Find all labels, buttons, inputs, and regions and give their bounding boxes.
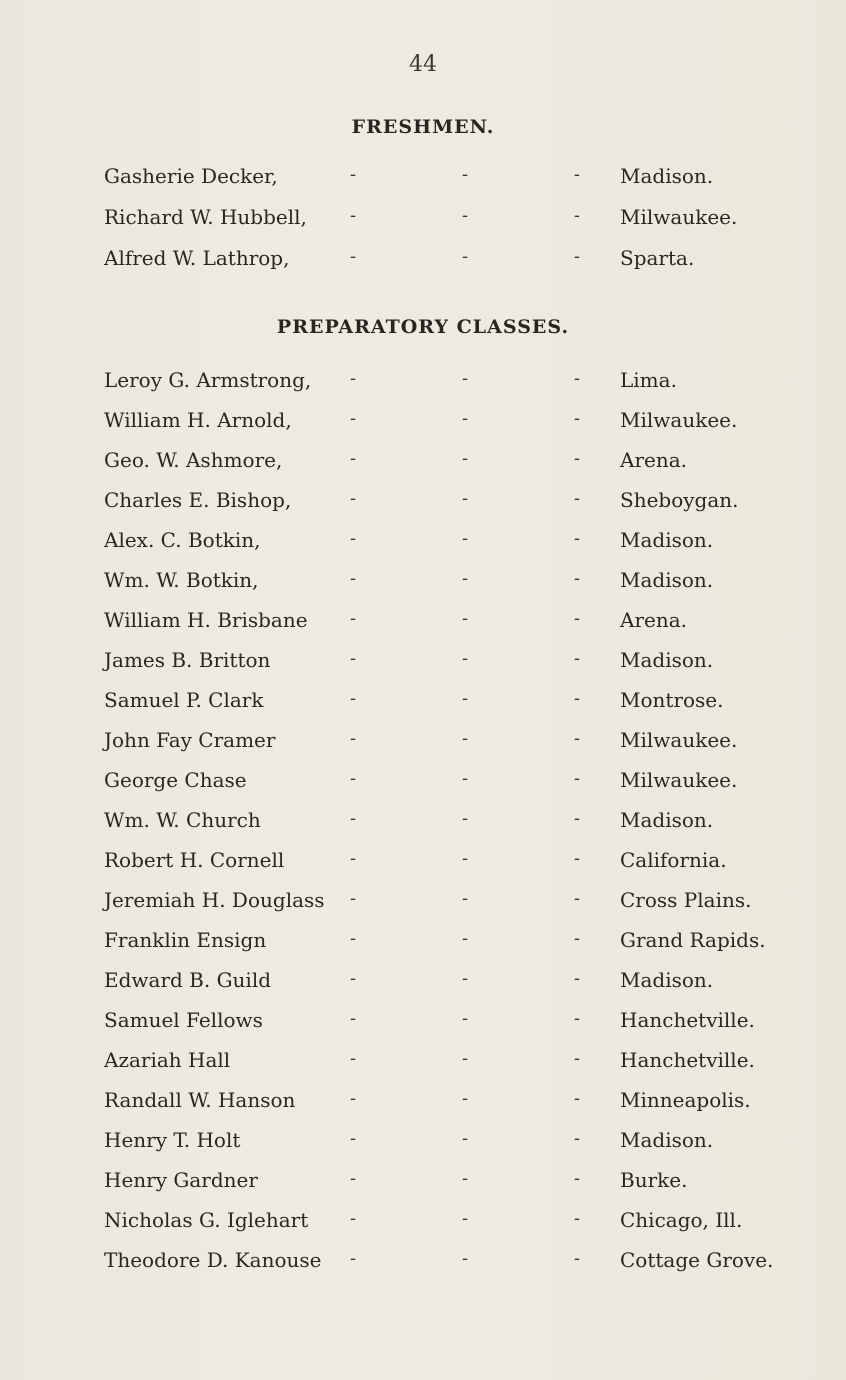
student-name: Alfred W. Lathrop, — [104, 246, 290, 270]
dash-leader — [350, 688, 580, 709]
dash: - — [573, 164, 580, 185]
dash: - — [461, 608, 469, 629]
student-name: George Chase — [104, 768, 247, 792]
dash: - — [350, 1128, 357, 1149]
dash: - — [350, 1248, 357, 1269]
dash: - — [573, 688, 580, 709]
dash: - — [461, 488, 469, 509]
student-name: John Fay Cramer — [104, 728, 276, 752]
dash: - — [461, 205, 469, 226]
student-residence: Milwaukee. — [620, 728, 738, 752]
student-name: Franklin Ensign — [104, 928, 267, 952]
list-item — [0, 368, 846, 408]
list-item — [0, 1128, 846, 1168]
dash: - — [573, 888, 580, 909]
student-residence: Hanchetville. — [620, 1008, 755, 1032]
dash: - — [461, 648, 469, 669]
dash: - — [461, 928, 469, 949]
dash: - — [461, 164, 469, 185]
student-residence: Milwaukee. — [620, 768, 738, 792]
dash-leader — [350, 768, 580, 789]
dash: - — [573, 728, 580, 749]
list-item — [0, 1208, 846, 1248]
student-name: Geo. W. Ashmore, — [104, 448, 283, 472]
dash: - — [350, 728, 357, 749]
dash: - — [573, 528, 580, 549]
dash-leader — [350, 1128, 580, 1149]
dash-leader — [350, 728, 580, 749]
list-item — [0, 1088, 846, 1128]
student-residence: Sheboygan. — [620, 488, 739, 512]
student-residence: Chicago, Ill. — [620, 1208, 743, 1232]
dash-leader — [350, 488, 580, 509]
student-name: Jeremiah H. Douglass — [104, 888, 325, 912]
list-item — [0, 688, 846, 728]
list-item — [0, 608, 846, 648]
list-item — [0, 246, 846, 286]
dash-leader — [350, 1048, 580, 1069]
dash: - — [350, 488, 357, 509]
dash: - — [350, 888, 357, 909]
list-item — [0, 768, 846, 808]
dash-leader — [350, 608, 580, 629]
dash: - — [350, 848, 357, 869]
dash: - — [350, 1008, 357, 1029]
freshmen-heading: FRESHMEN. — [351, 116, 495, 138]
list-item — [0, 1008, 846, 1048]
dash-leader — [350, 408, 580, 429]
dash-leader — [350, 164, 580, 185]
dash: - — [573, 968, 580, 989]
dash: - — [573, 1248, 580, 1269]
list-item — [0, 164, 846, 204]
student-residence: Cross Plains. — [620, 888, 752, 912]
dash: - — [461, 1168, 469, 1189]
dash-leader — [350, 968, 580, 989]
student-residence: Arena. — [620, 448, 688, 472]
dash: - — [461, 1208, 469, 1229]
student-residence: Madison. — [620, 568, 714, 592]
dash: - — [573, 1048, 580, 1069]
dash: - — [461, 568, 469, 589]
student-name: James B. Britton — [104, 648, 271, 672]
list-item — [0, 1248, 846, 1288]
dash: - — [573, 408, 580, 429]
dash-leader — [350, 1208, 580, 1229]
student-residence: Madison. — [620, 1128, 714, 1152]
list-item — [0, 968, 846, 1008]
dash: - — [573, 928, 580, 949]
dash: - — [461, 688, 469, 709]
student-name: Nicholas G. Iglehart — [104, 1208, 309, 1232]
student-name: Henry T. Holt — [104, 1128, 241, 1152]
dash: - — [350, 528, 357, 549]
dash: - — [350, 164, 357, 185]
list-item — [0, 808, 846, 848]
dash: - — [350, 1208, 357, 1229]
student-residence: Milwaukee. — [620, 205, 738, 229]
student-residence: Milwaukee. — [620, 408, 738, 432]
student-residence: California. — [620, 848, 727, 872]
dash: - — [573, 1088, 580, 1109]
student-name: Randall W. Hanson — [104, 1088, 296, 1112]
list-item — [0, 928, 846, 968]
student-residence: Madison. — [620, 968, 714, 992]
dash: - — [573, 448, 580, 469]
dash: - — [461, 1008, 469, 1029]
student-residence: Madison. — [620, 648, 714, 672]
dash-leader — [350, 205, 580, 226]
dash: - — [461, 1088, 469, 1109]
student-residence: Grand Rapids. — [620, 928, 766, 952]
list-item — [0, 1048, 846, 1088]
list-item — [0, 848, 846, 888]
dash: - — [350, 648, 357, 669]
dash: - — [573, 1008, 580, 1029]
page-number: 44 — [409, 52, 437, 77]
student-residence: Hanchetville. — [620, 1048, 755, 1072]
dash: - — [350, 688, 357, 709]
dash: - — [461, 888, 469, 909]
preparatory-heading: PREPARATORY CLASSES. — [276, 316, 570, 338]
dash: - — [461, 848, 469, 869]
dash: - — [461, 1128, 469, 1149]
dash: - — [461, 968, 469, 989]
student-residence: Sparta. — [620, 246, 695, 270]
dash: - — [573, 205, 580, 226]
student-name: Azariah Hall — [104, 1048, 231, 1072]
dash: - — [573, 246, 580, 267]
dash: - — [461, 1048, 469, 1069]
dash-leader — [350, 568, 580, 589]
student-residence: Cottage Grove. — [620, 1248, 774, 1272]
list-item — [0, 408, 846, 448]
list-item — [0, 205, 846, 245]
dash: - — [573, 1128, 580, 1149]
student-residence: Madison. — [620, 164, 714, 188]
list-item — [0, 888, 846, 928]
dash-leader — [350, 448, 580, 469]
dash: - — [350, 1088, 357, 1109]
dash: - — [573, 768, 580, 789]
dash: - — [573, 488, 580, 509]
dash: - — [573, 848, 580, 869]
student-residence: Lima. — [620, 368, 677, 392]
list-item — [0, 448, 846, 488]
student-name: Samuel Fellows — [104, 1008, 263, 1032]
dash: - — [573, 368, 580, 389]
student-residence: Madison. — [620, 808, 714, 832]
dash: - — [461, 528, 469, 549]
student-residence: Burke. — [620, 1168, 688, 1192]
dash: - — [461, 246, 469, 267]
dash-leader — [350, 928, 580, 949]
list-item — [0, 648, 846, 688]
list-item — [0, 528, 846, 568]
student-name: Henry Gardner — [104, 1168, 258, 1192]
student-name: Charles E. Bishop, — [104, 488, 292, 512]
dash: - — [350, 768, 357, 789]
dash-leader — [350, 648, 580, 669]
dash-leader — [350, 808, 580, 829]
dash: - — [573, 608, 580, 629]
list-item — [0, 728, 846, 768]
dash: - — [573, 808, 580, 829]
dash: - — [461, 408, 469, 429]
student-name: Robert H. Cornell — [104, 848, 285, 872]
student-name: Wm. W. Botkin, — [104, 568, 259, 592]
list-item — [0, 488, 846, 528]
dash: - — [350, 808, 357, 829]
dash: - — [350, 1048, 357, 1069]
dash-leader — [350, 848, 580, 869]
dash-leader — [350, 1088, 580, 1109]
student-residence: Madison. — [620, 528, 714, 552]
dash: - — [461, 768, 469, 789]
dash: - — [350, 608, 357, 629]
dash-leader — [350, 888, 580, 909]
dash-leader — [350, 246, 580, 267]
dash: - — [350, 368, 357, 389]
student-name: Theodore D. Kanouse — [104, 1248, 322, 1272]
dash: - — [350, 246, 357, 267]
dash-leader — [350, 528, 580, 549]
student-name: Richard W. Hubbell, — [104, 205, 307, 229]
dash-leader — [350, 1168, 580, 1189]
dash: - — [573, 648, 580, 669]
dash: - — [573, 1208, 580, 1229]
list-item — [0, 1168, 846, 1208]
dash: - — [350, 1168, 357, 1189]
dash-leader — [350, 368, 580, 389]
dash: - — [350, 968, 357, 989]
student-residence: Arena. — [620, 608, 688, 632]
dash: - — [350, 568, 357, 589]
dash: - — [461, 368, 469, 389]
dash: - — [350, 448, 357, 469]
dash: - — [573, 1168, 580, 1189]
student-name: Edward B. Guild — [104, 968, 272, 992]
dash-leader — [350, 1008, 580, 1029]
student-name: Leroy G. Armstrong, — [104, 368, 312, 392]
student-name: William H. Arnold, — [104, 408, 292, 432]
dash: - — [350, 408, 357, 429]
student-residence: Minneapolis. — [620, 1088, 751, 1112]
dash: - — [461, 1248, 469, 1269]
student-name: Wm. W. Church — [104, 808, 261, 832]
list-item — [0, 568, 846, 608]
dash: - — [350, 205, 357, 226]
dash-leader — [350, 1248, 580, 1269]
dash: - — [573, 568, 580, 589]
dash: - — [461, 728, 469, 749]
student-residence: Montrose. — [620, 688, 724, 712]
student-name: Gasherie Decker, — [104, 164, 278, 188]
dash: - — [461, 808, 469, 829]
dash: - — [350, 928, 357, 949]
student-name: Samuel P. Clark — [104, 688, 264, 712]
student-name: William H. Brisbane — [104, 608, 308, 632]
student-name: Alex. C. Botkin, — [104, 528, 261, 552]
dash: - — [461, 448, 469, 469]
